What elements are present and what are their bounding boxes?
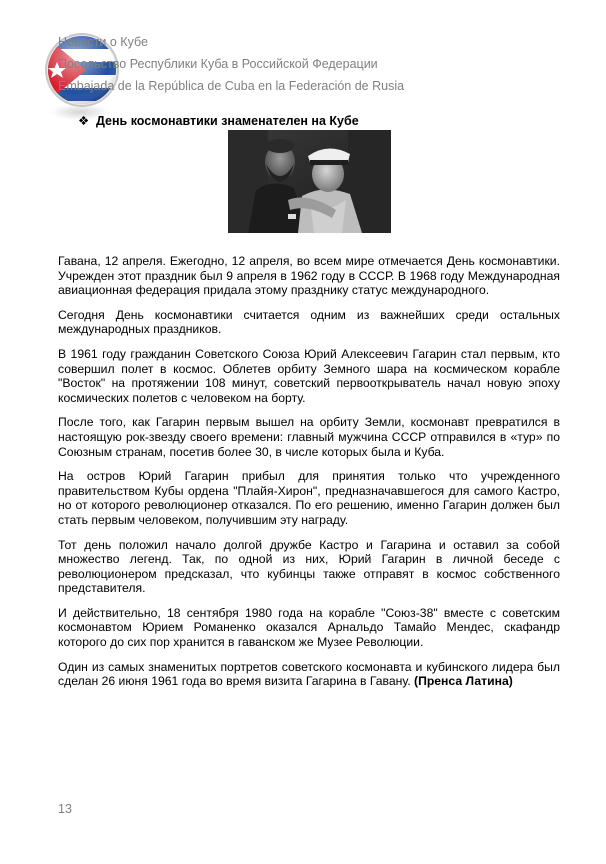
article-paragraph-4: После того, как Гагарин первым вышел на орбиту Земли, космонавт превратился в настоящую рок-звезду своего времени: главный мужчина СССР отправился в «тур» по Союзным странам, посетив более 30, в числе которых была и Куба. <box>58 415 560 459</box>
header <box>58 31 578 97</box>
article-paragraph-6: Тот день положил начало долгой дружбе Кастро и Гагарина и оставил за собой множество легенд. Так, по одной из них, Юрий Гагарин в личной беседе с революционером предсказал, что кубинцы также отправят в космос собственного представителя. <box>58 537 560 596</box>
article-title: День космонавтики знаменателен на Кубе <box>96 114 359 128</box>
article-title-row <box>78 113 538 128</box>
page-number: 13 <box>58 802 72 816</box>
article-paragraph-2: Сегодня День космонавтики считается одним из важнейших среди остальных международных праздников. <box>58 307 560 337</box>
diamond-bullet-icon: ❖ <box>78 114 90 128</box>
header-line-news: Новости о Кубе <box>58 35 148 49</box>
article-paragraph-3: В 1961 году гражданин Советского Союза Юрий Алексеевич Гагарин стал первым, кто совершил полет в космос. Облетев орбиту Земного шара на космическом корабле "Восток" на протяжении 108 минут, советский первооткрыватель начал новую эпоху космических полетов с человеком на борту. <box>58 346 560 405</box>
article-source: (Пренса Латина) <box>414 674 513 689</box>
article-paragraph-8-text: Один из самых знаменитых портретов советского космонавта и кубинского лидера был сделан 26 июня 1961 года во время визита Гагарина в Гавану. <box>58 659 560 689</box>
article-paragraph-1: Гавана, 12 апреля. Ежегодно, 12 апреля, во всем мире отмечается День космонавтики. Учрежден этот праздник был 9 апреля в 1962 году в СССР. В 1968 году Международная авиационная федерация придала этому празднику статус международного. <box>58 254 560 298</box>
article-photo <box>228 130 391 233</box>
header-line-embassy-es: Embajada de la República de Cuba en la Federación de Rusia <box>58 79 405 93</box>
header-line-embassy-ru: Посольство Республики Куба в Российской Федерации <box>58 57 378 71</box>
article-body <box>58 254 560 699</box>
article-paragraph-5: На остров Юрий Гагарин прибыл для принятия только что учрежденного правительством Кубы ордена "Плайя-Хирон", предназначавшегося для самого Кастро, но от которого революционер отказался. По его решению, именно Гагарин должен был стать первым человеком, получившим эту награду. <box>58 469 560 527</box>
article-paragraph-8 <box>58 660 560 689</box>
article-paragraph-7: И действительно, 18 сентября 1980 года на корабле "Союз-38" вместе с советским космонавтом Юрием Романенко оказался Арнальдо Тамайо Мендес, скафандр которого до сих пор хранится в гаванском же Музее Революции. <box>58 605 560 650</box>
